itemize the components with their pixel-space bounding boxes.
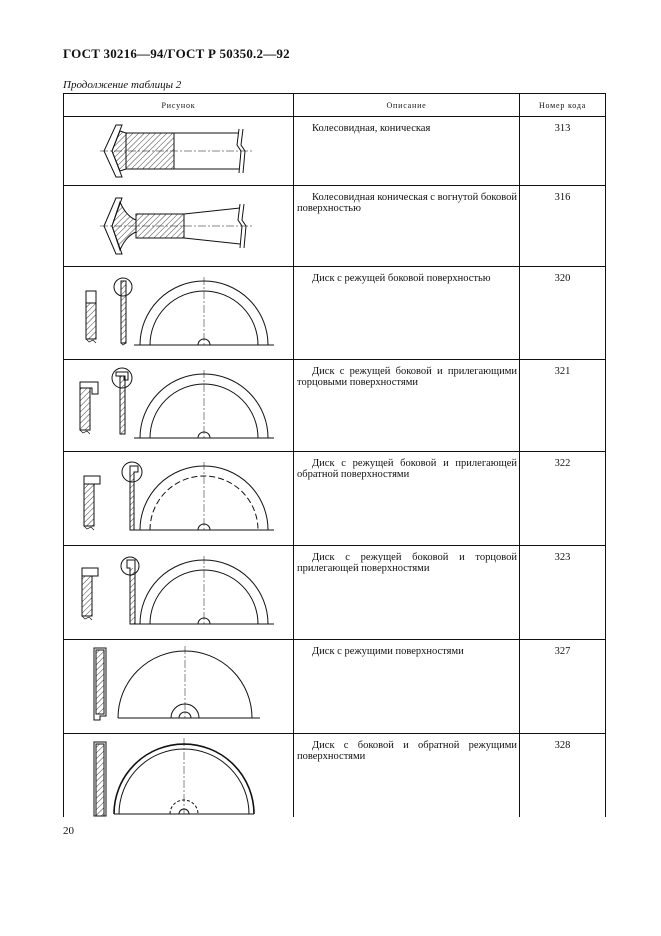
description-cell: Колесовидная коническая с вогнутой боковой поверхностью: [294, 186, 520, 267]
concave-conical-wheel-drawing: [64, 186, 293, 266]
description-cell: Диск с режущей боковой и торцовой прилегающей поверхностями: [294, 546, 520, 640]
description-cell: Диск с боковой и обратной режущими поверхностями: [294, 734, 520, 818]
figure-cell: [64, 360, 294, 452]
description-cell: Диск с режущими поверхностями: [294, 640, 520, 734]
disc-side-back-cutting-drawing: [64, 452, 293, 545]
code-cell: 320: [520, 267, 606, 360]
disc-side-end-cutting-drawing: [64, 360, 293, 451]
column-header-description: Описание: [294, 94, 520, 117]
code-cell: 313: [520, 117, 606, 186]
figure-cell: [64, 734, 294, 818]
tool-shape-table: [63, 93, 606, 817]
figure-cell: [64, 117, 294, 186]
figure-cell: [64, 452, 294, 546]
code-cell: 322: [520, 452, 606, 546]
conical-wheel-drawing: [64, 117, 293, 185]
table-row: [64, 734, 606, 818]
code-cell: 323: [520, 546, 606, 640]
description-cell: Диск с режущей боковой поверхностью: [294, 267, 520, 360]
table-row: [64, 452, 606, 546]
table-row: [64, 267, 606, 360]
table-row: [64, 117, 606, 186]
disc-side-end-adjacent-cutting-drawing: [64, 546, 293, 639]
description-cell: Диск с режущей боковой и прилегающими торцовыми поверхностями: [294, 360, 520, 452]
column-header-figure: Рисунок: [64, 94, 294, 117]
description-cell: Диск с режущей боковой и прилегающей обратной поверхностями: [294, 452, 520, 546]
disc-all-cutting-drawing: [64, 640, 293, 733]
table-row: [64, 546, 606, 640]
description-cell: Колесовидная, коническая: [294, 117, 520, 186]
code-cell: 327: [520, 640, 606, 734]
table-row: [64, 186, 606, 267]
figure-cell: [64, 267, 294, 360]
table-header-row: [64, 94, 606, 117]
code-cell: 316: [520, 186, 606, 267]
code-cell: 328: [520, 734, 606, 818]
column-header-code: Номер кода: [520, 94, 606, 117]
figure-cell: [64, 640, 294, 734]
disc-side-back-cutting-drawing-2: [64, 734, 293, 817]
table-row: [64, 360, 606, 452]
figure-cell: [64, 546, 294, 640]
document-header: ГОСТ 30216—94/ГОСТ Р 50350.2—92: [63, 46, 290, 61]
table-row: [64, 640, 606, 734]
disc-side-cutting-drawing: [64, 267, 293, 359]
table-continuation-label: Продолжение таблицы 2: [63, 79, 182, 91]
code-cell: 321: [520, 360, 606, 452]
figure-cell: [64, 186, 294, 267]
page-number: 20: [63, 825, 74, 837]
